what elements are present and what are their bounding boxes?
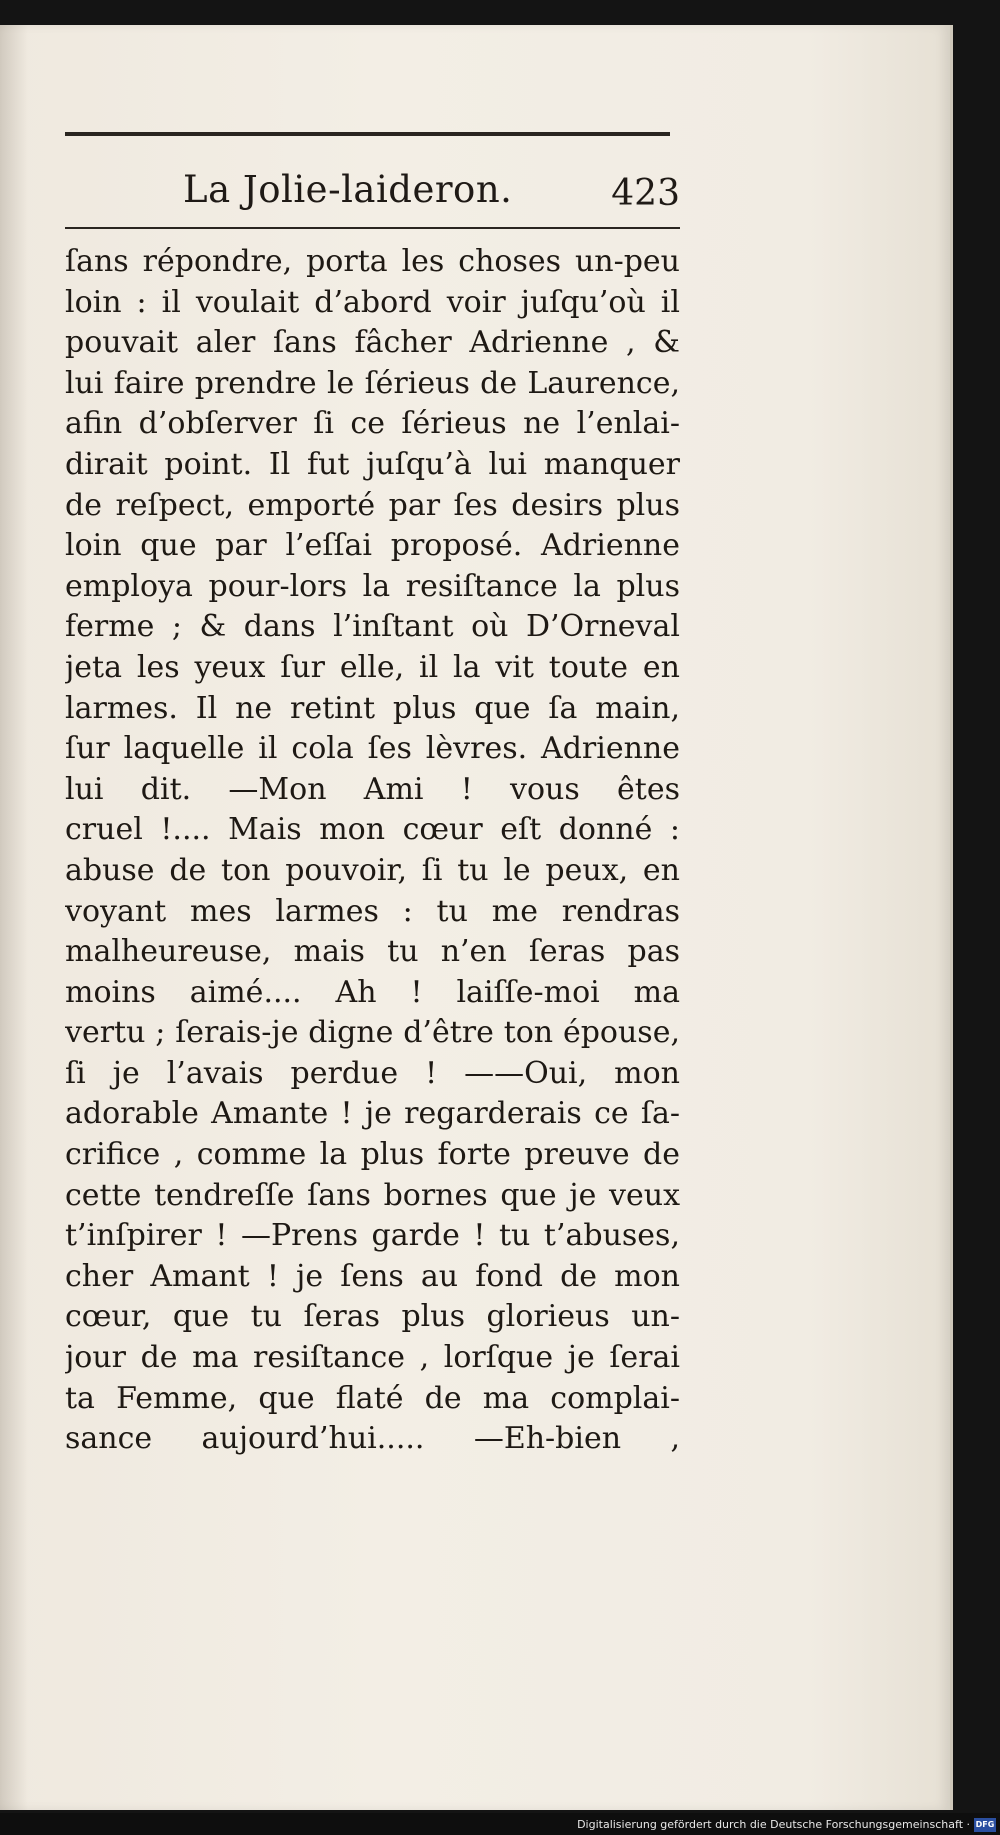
text-line: abuse de ton pouvoir, ſi tu le peux, en (65, 852, 680, 888)
text-line: lui dit. —Mon Ami ! vous êtes (65, 771, 680, 807)
text-line: ſans répondre, porta les choses un-peu (65, 244, 680, 279)
header-rule-top (65, 132, 670, 136)
text-line: loin : il voulait d’abord voir juſqu’où il (65, 284, 680, 320)
text-line: crifice , comme la plus forte preuve de (65, 1137, 680, 1173)
text-line: vertu ; ſerais-je digne d’être ton épouse, (65, 1015, 680, 1051)
text-line: ta Femme, que flaté de ma complai- (65, 1380, 680, 1416)
text-line: moins aimé.... Ah ! laiſſe-moi ma (65, 974, 680, 1010)
text-line: ſi je l’avais perdue ! ——Oui, mon (65, 1055, 680, 1091)
page-header (65, 150, 680, 220)
text-line: jeta les yeux ſur elle, il la vit toute en (65, 649, 680, 685)
funding-credit: Digitalisierung gefördert durch die Deutsche Forschungsgemeinschaft · (577, 1818, 970, 1831)
running-title: La Jolie-laideron. (183, 168, 513, 211)
dfg-logo-icon: DFG (974, 1818, 996, 1832)
page-number: 423 (611, 173, 680, 214)
text-line: cœur, que tu ſeras plus glorieus un- (65, 1299, 680, 1335)
text-line: lui faire prendre le ſérieus de Laurence, (65, 365, 680, 401)
text-line: jour de ma resiſtance , lorſque je ſerai (65, 1340, 680, 1376)
text-line: cette tendreſſe ſans bornes que je veux (65, 1177, 680, 1213)
text-line: ſur laquelle il cola ſes lèvres. Adrienne (65, 731, 680, 767)
footer-bar (0, 1813, 1000, 1835)
text-line: t’inſpirer ! —Prens garde ! tu t’abuses, (65, 1218, 680, 1254)
header-rule-bottom (65, 227, 680, 229)
text-body (65, 242, 680, 1460)
text-line: malheureuse, mais tu n’en ſeras pas (65, 934, 680, 970)
text-line: larmes. Il ne retint plus que ſa main, (65, 690, 680, 726)
text-line: ferme ; & dans l’inſtant où D’Orneval (65, 609, 680, 645)
text-line: dirait point. Il fut juſqu’à lui manquer (65, 446, 680, 482)
text-line: loin que par l’eſſai proposé. Adrienne (65, 528, 680, 564)
text-line: cruel !.... Mais mon cœur eſt donné : (65, 812, 680, 848)
text-line: cher Amant ! je ſens au fond de mon (65, 1258, 680, 1294)
text-line: pouvait aler ſans fâcher Adrienne , & (65, 325, 680, 361)
text-line: employa pour-lors la resiſtance la plus (65, 568, 680, 604)
text-line: adorable Amante ! je regarderais ce ſa- (65, 1096, 680, 1132)
text-line: de reſpect, emporté par ſes desirs plus (65, 487, 680, 523)
text-line: voyant mes larmes : tu me rendras (65, 893, 680, 929)
text-line: afin d’obſerver ſi ce ſérieus ne l’enlai- (65, 406, 680, 442)
text-line: sance aujourd’hui..... —Eh-bien , (65, 1421, 680, 1457)
